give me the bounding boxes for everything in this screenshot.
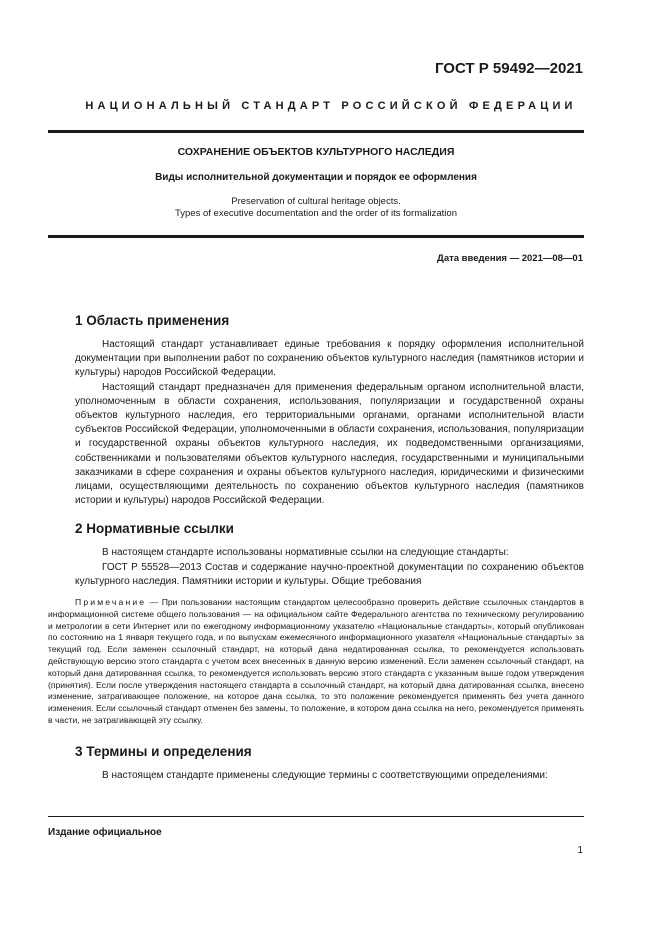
section-3-heading: 3 Термины и определения	[75, 743, 252, 759]
document-body	[48, 312, 584, 783]
section-2-paragraph-1: В настоящем стандарте использованы нормативные ссылки на следующие стандарты:	[102, 547, 509, 559]
official-edition-label: Издание официальное	[48, 827, 162, 838]
footer-divider	[48, 816, 584, 817]
normative-note	[48, 597, 584, 727]
section-2-heading: 2 Нормативные ссылки	[75, 521, 234, 537]
section-2-paragraph-2: ГОСТ Р 55528—2013 Состав и содержание научно-проектной документации по сохранению объектов культурного наследия. Памятники истории и культуры. Общие требования	[75, 561, 584, 587]
section-1-heading: 1 Область применения	[75, 313, 230, 328]
document-subtitle: Виды исполнительной документации и порядок ее оформления	[155, 172, 477, 183]
intro-date: Дата введения — 2021—08—01	[437, 253, 583, 264]
national-standard-banner: НАЦИОНАЛЬНЫЙ СТАНДАРТ РОССИЙСКОЙ ФЕДЕРАЦИИ	[85, 100, 577, 112]
divider-bottom	[48, 235, 584, 238]
gost-number: ГОСТ Р 59492—2021	[434, 60, 583, 77]
section-3-paragraph-1: В настоящем стандарте применены следующие термины с соответствующими определениями:	[102, 769, 548, 781]
document-title: СОХРАНЕНИЕ ОБЪЕКТОВ КУЛЬТУРНОГО НАСЛЕДИЯ	[177, 146, 455, 158]
divider-top	[48, 130, 584, 133]
section-1-paragraph-2: Настоящий стандарт предназначен для применения федеральным органом исполнительной власти, уполномоченным в области сохранения, использования, популяризации и государственной охраны объектов культурного наследия, его территориальными органами, органами исполнительной власти субъектов Российской Федерации, уполномоченными в области сохранения, использования, популяризации и государственной охраны объектов культурного наследия, их подведомственными организациями, собственниками и пользователями объектов культурного наследия, государственными и муниципальными заказчиками в сфере сохранения и охраны объектов культурного наследия, юридическими и физическими лицами, осуществляющими деятельность по сохранению объектов культурного наследия (памятников истории и культуры) народов Российской Федерации.	[75, 381, 584, 507]
english-title	[48, 196, 584, 220]
section-1-paragraph-1: Настоящий стандарт устанавливает единые требования к порядку оформления исполнительной документации при выполнении работ по сохранению объектов культурного наследия (памятников истории и культуры) народов Российской Федерации.	[75, 339, 584, 379]
english-title-line-1: Preservation of cultural heritage objects.	[231, 196, 401, 207]
english-title-line-2: Types of executive documentation and the order of its formalization	[175, 208, 457, 219]
note-text: — При пользовании настоящим стандартом целесообразно проверить действие ссылочных стандартов в информационной системе общего пользования — на официальном сайте Федерального агентства по техническому регулированию и метрологии в сети Интернет или по ежегодному информационному указателю «Национальные стандарты», который опубликован по состоянию на 1 января текущего года, и по выпускам ежемесячного информационного указателя «Национальные стандарты» за текущий год. Если заменен ссылочный стандарт, на который дана недатированная ссылка, то рекомендуется использовать действующую версию этого стандарта с учетом всех внесенных в данную версию изменений. Если заменен ссылочный стандарт, на который дана датированная ссылка, то рекомендуется использовать версию этого стандарта с указанным выше годом утверждения (принятия). Если после утверждения настоящего стандарта в ссылочный стандарт, на который дана датированная ссылка, внесено изменение, затрагивающее положение, на которое дана ссылка, то это положение рекомендуется применять без учета данного изменения. Если ссылочный стандарт отменен без замены, то положение, в котором дана ссылка на него, рекомендуется применять в части, не затрагивающей эту ссылку.	[48, 597, 584, 726]
note-label: Примечание	[75, 597, 147, 608]
page-number: 1	[577, 845, 583, 856]
